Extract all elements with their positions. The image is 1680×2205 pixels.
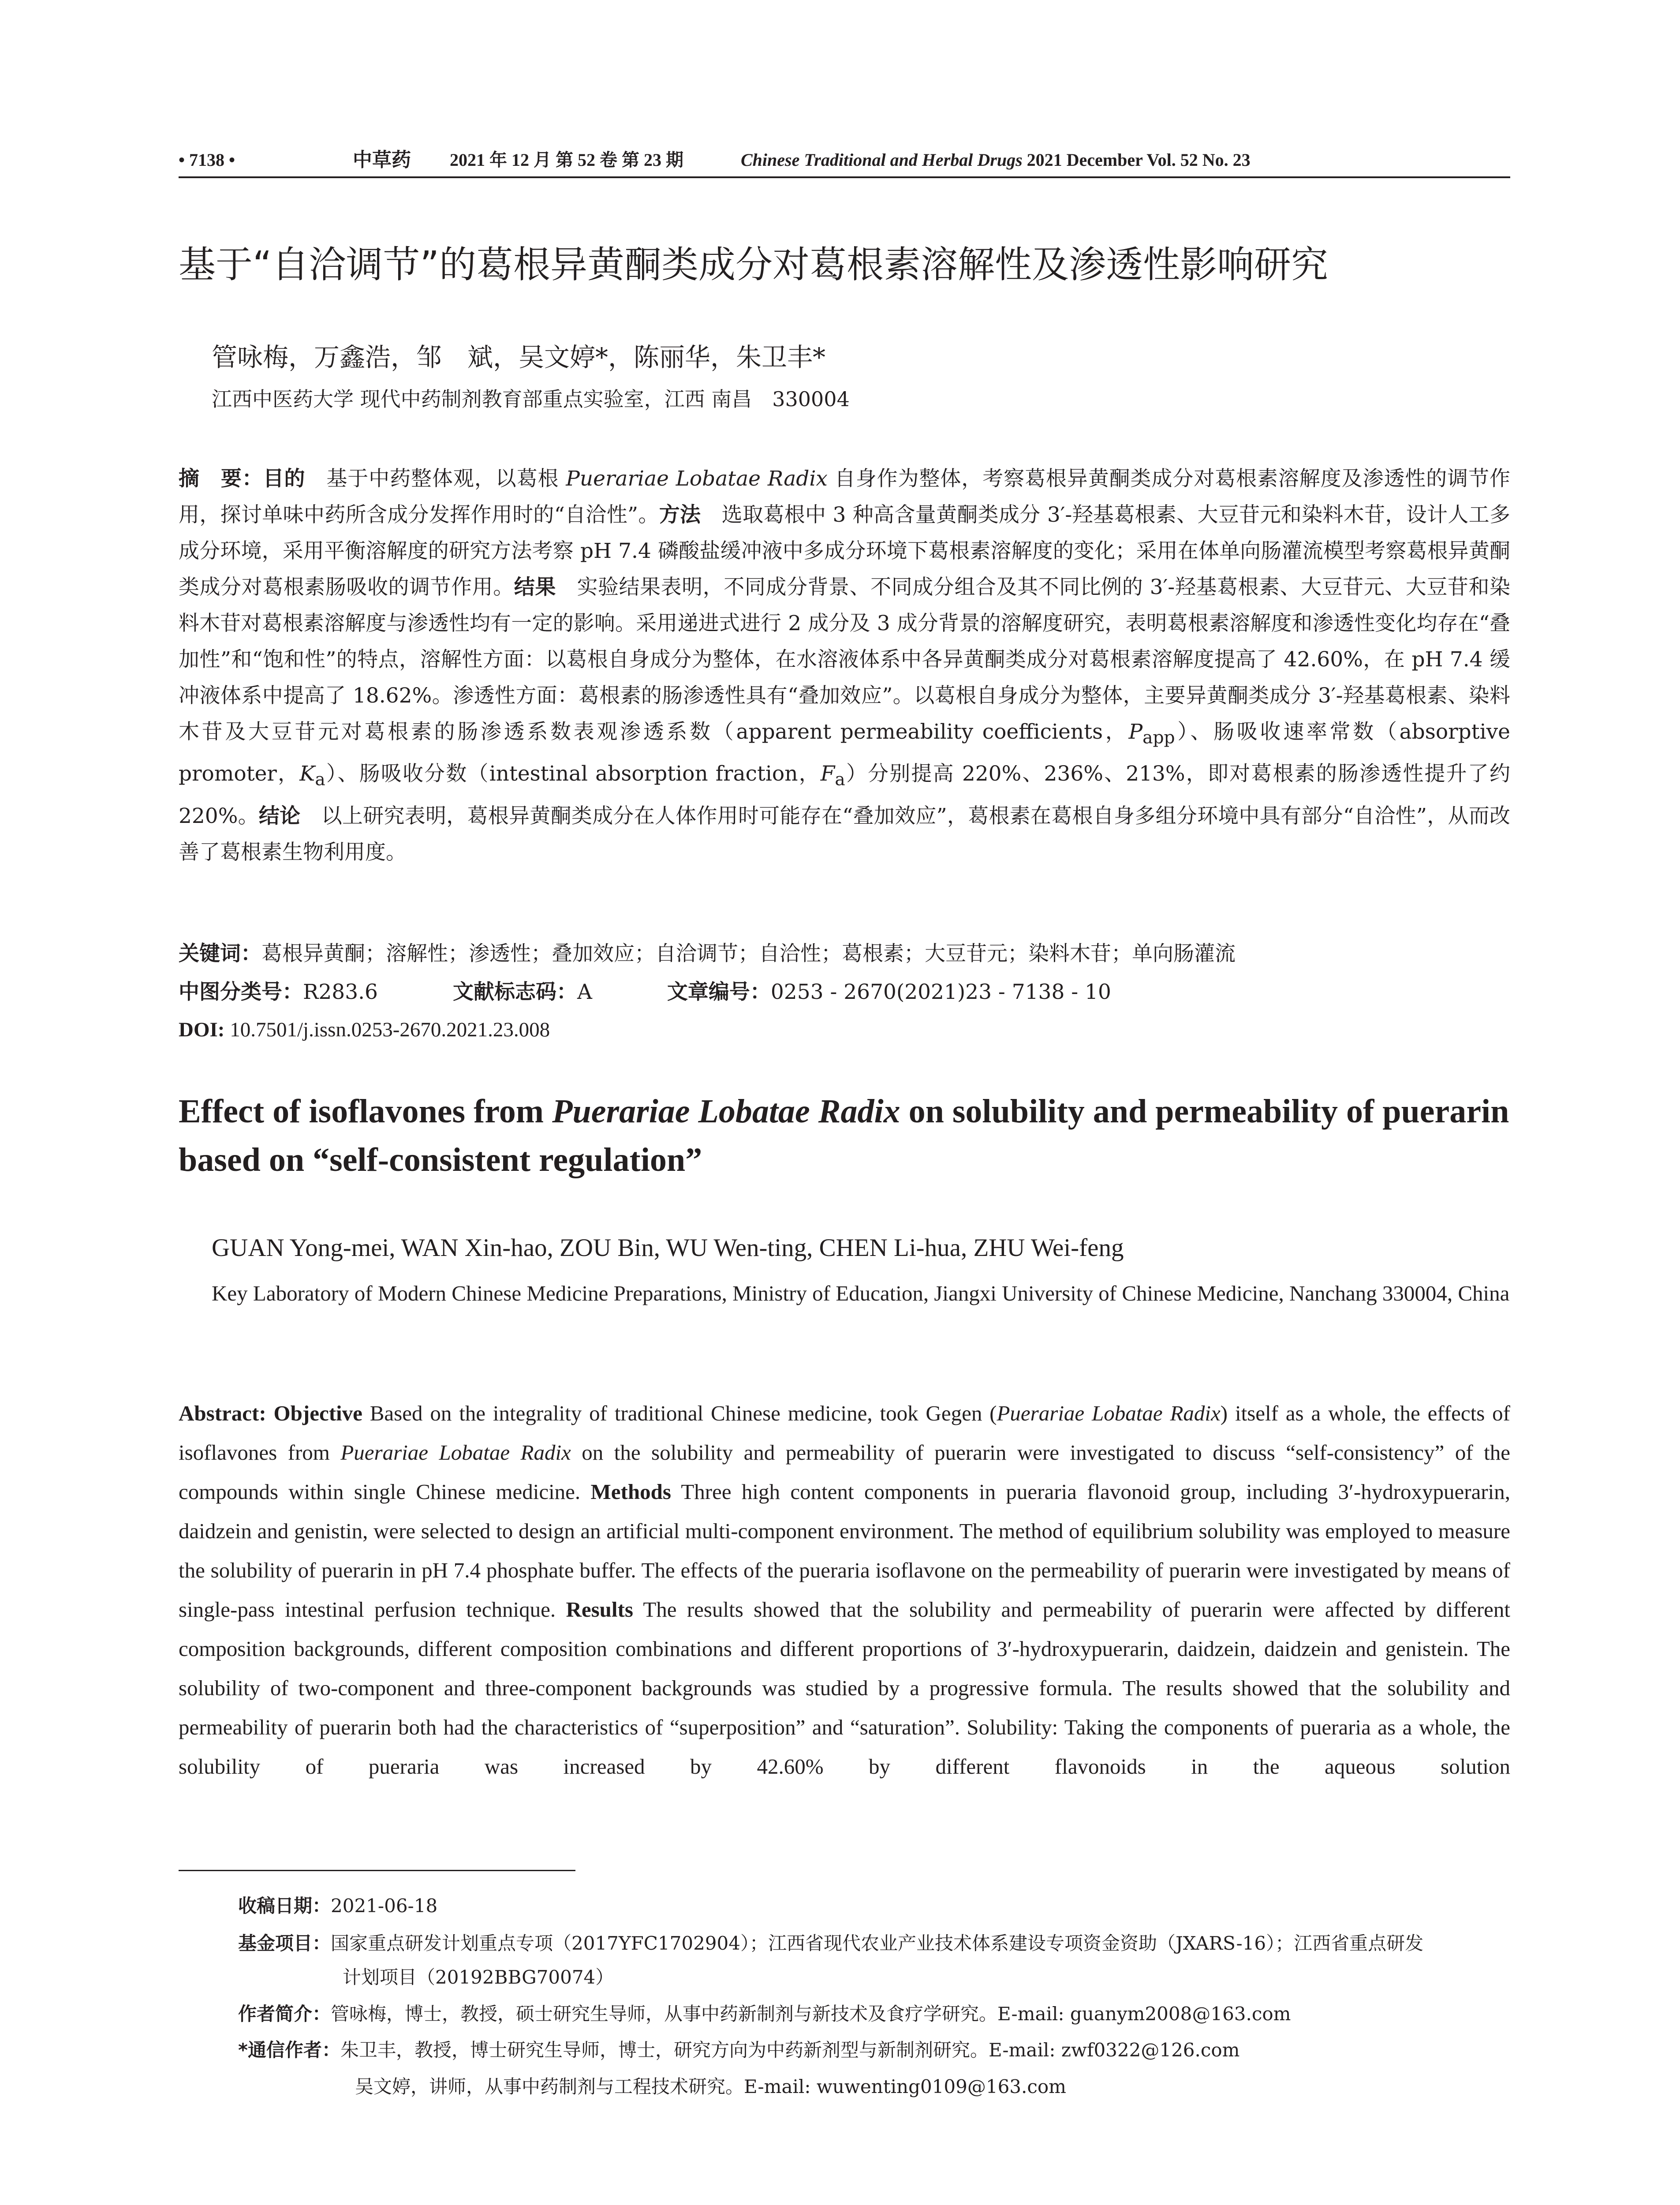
clc-number: R283.6: [303, 980, 378, 1004]
fa-subscript: a: [835, 770, 845, 790]
abstract-label-en: Abstract: Objective: [179, 1401, 362, 1425]
latin-name-en-1: Puerariae Lobatae Radix: [997, 1401, 1221, 1425]
title-en-part1: Effect of isoflavones from: [179, 1093, 553, 1130]
journal-name-en: Chinese Traditional and Herbal Drugs: [741, 150, 1023, 170]
received-label: 收稿日期：: [238, 1895, 331, 1917]
keywords-label: 关键词：: [179, 942, 261, 966]
corresponding-label: *通信作者：: [238, 2039, 340, 2061]
issue-info-en: 2021 December Vol. 52 No. 23: [1027, 150, 1251, 170]
article-no-label: 文章编号：: [667, 980, 771, 1004]
ka-symbol: K: [299, 762, 315, 786]
bio-text: 管咏梅，博士，教授，硕士研究生导师，从事中药新制剂与新技术及食疗学研究。E-mail: guanym2008@163.com: [331, 2003, 1291, 2025]
footnote-fund-cont: 计划项目（20192BBG70074）: [343, 1966, 614, 1988]
objective-text-en-3: on the solubility and permeability of puerarin were investigated to discuss “self-consistency” of the compounds within single Chinese medicine.: [179, 1440, 1510, 1504]
doi: 10.7501/j.issn.0253-2670.2021.23.008: [224, 1018, 550, 1041]
fund-text: 国家重点研发计划重点专项（2017YFC1702904）；江西省现代农业产业技术体系建设专项资金资助（JXARS-16）；江西省重点研发: [331, 1932, 1424, 1954]
objective-text-en: Based on the integrality of traditional Chinese medicine, took Gegen (: [362, 1401, 997, 1425]
affiliation-cn: 江西中医药大学 现代中药制剂教育部重点实验室，江西 南昌 330004: [212, 387, 850, 411]
results-text-cn-2: ）、肠吸收速率常数（absorptive promoter，: [179, 720, 1510, 786]
results-text-cn-3: ）、肠吸收分数（intestinal absorption fraction，: [325, 762, 821, 786]
title-cn: 基于“自洽调节”的葛根异黄酮类成分对葛根素溶解性及渗透性影响研究: [179, 243, 1329, 286]
doi-label: DOI:: [179, 1018, 225, 1041]
papp-subscript: app: [1142, 728, 1175, 748]
objective-label-cn: 目的: [263, 467, 306, 491]
corresponding-author-2: 吴文婷，讲师，从事中药制剂与工程技术研究。E-mail: wuwenting0109@163.com: [355, 2076, 1067, 2097]
methods-text-en: Three high content components in pueraria flavonoid group, including 3′-hydroxypuerarin, daidzein and genistin, were selected to design an artificial multi-component environment. The method of equilibrium solubility was employed to measure the solubility of puerarin in pH 7.4 phosphate buffer. The effects of the pueraria isoflavone on the permeability of puerarin were investigated by means of single-pass intestinal perfusion technique.: [179, 1480, 1511, 1622]
results-text-en: The results showed that the solubility and permeability of puerarin were affected by different composition backgrounds, different composition combinations and different proportions of 3′-hydroxypuerarin, daidzein, daidzein and genistein. The solubility of two-component and three-component backgrounds was studied by a progressive formula. The results showed that the solubility and permeability of puerarin both had the characteristics of “superposition” and “saturation”. Solubility: Taking the components of pueraria as a whole, the solubility of pueraria was increased by 42.60% by different flavonoids in the aqueous solution: [179, 1597, 1510, 1779]
doccode: A: [577, 980, 592, 1004]
methods-label-en: Methods: [590, 1480, 671, 1504]
ka-subscript: a: [315, 770, 325, 790]
journal-info-en: [741, 148, 1251, 172]
journal-name-cn: 中草药: [353, 149, 411, 171]
fa-symbol: F: [820, 762, 835, 786]
title-en-part2: on solubility and permeability of puerarin based on “self-consistent regulation”: [179, 1093, 1509, 1178]
results-text-cn-4: ）分别提高 220%、236%、213%，即对葛根素的肠渗透性提升了约 220%。: [179, 762, 1511, 828]
authors-cn: 管咏梅，万鑫浩，邹 斌，吴文婷*，陈丽华，朱卫丰*: [212, 342, 826, 372]
fund-label: 基金项目：: [238, 1932, 331, 1954]
footnote-corresponding: [238, 2036, 1510, 2064]
received-date: 2021-06-18: [331, 1895, 438, 1917]
article-number: 0253 - 2670(2021)23 - 7138 - 10: [770, 980, 1111, 1004]
conclusion-label-cn: 结论: [258, 804, 301, 828]
title-en-latin: Puerariae Lobatae Radix: [552, 1093, 900, 1130]
keywords: 葛根异黄酮；溶解性；渗透性；叠加效应；自洽调节；自洽性；葛根素；大豆苷元；染料木苷；单向肠灌流: [261, 942, 1236, 966]
classification-line: [179, 977, 1111, 1008]
footnote-received: [238, 1892, 1510, 1920]
methods-text-cn: 选取葛根中 3 种高含量黄酮类成分 3′-羟基葛根素、大豆苷元和染料木苷，设计人工多成分环境，采用平衡溶解度的研究方法考察 pH 7.4 磷酸盐缓冲液中多成分环境下葛根素溶解度的变化；采用在体单向肠灌流模型考察葛根异黄酮类成分对葛根素肠吸收的调节作用。: [179, 503, 1510, 599]
methods-label-cn: 方法: [659, 503, 701, 527]
footnote-bio: [238, 2000, 1510, 2028]
results-label-cn: 结果: [514, 575, 556, 599]
papp-symbol: P: [1128, 720, 1143, 744]
objective-text-cn-2: 自身作为整体，考察葛根异黄酮类成分对葛根素溶解度及渗透性的调节作用，探讨单味中药所含成分发挥作用时的“自洽性”。: [179, 467, 1510, 527]
doccode-label: 文献标志码：: [452, 980, 577, 1004]
running-head: [179, 148, 1510, 172]
affiliation-en: Key Laboratory of Modern Chinese Medicine Preparations, Ministry of Education, Jiangxi University of Chinese Medicine, Nanchang 330004, China: [212, 1281, 1510, 1305]
abstract-label-cn: 摘 要：: [179, 467, 263, 491]
title-en: [179, 1087, 1510, 1184]
issue-info-cn: 2021 年 12 月 第 52 卷 第 23 期: [450, 150, 683, 170]
header-rule: [179, 176, 1510, 178]
latin-name: Puerariae Lobatae Radix: [566, 467, 828, 491]
corresponding-author-1: 朱卫丰，教授，博士研究生导师，博士，研究方向为中药新剂型与新制剂研究。E-mail: zwf0322@126.com: [340, 2039, 1240, 2061]
footnote-rule: [179, 1870, 575, 1871]
authors-en: GUAN Yong-mei, WAN Xin-hao, ZOU Bin, WU Wen-ting, CHEN Li-hua, ZHU Wei-feng: [212, 1234, 1124, 1262]
abstract-en: [179, 1394, 1510, 1786]
objective-text-cn: 基于中药整体观，以葛根: [305, 467, 566, 491]
abstract-cn: [179, 461, 1510, 871]
results-label-en: Results: [566, 1597, 633, 1622]
objective-text-en-2: ) itself as a whole, the effects of isoflavones from: [179, 1401, 1510, 1465]
conclusion-text-cn: 以上研究表明，葛根异黄酮类成分在人体作用时可能存在“叠加效应”，葛根素在葛根自身多组分环境中具有部分“自洽性”，从而改善了葛根素生物利用度。: [179, 804, 1511, 864]
doi-line: [179, 1014, 550, 1045]
latin-name-en-2: Puerariae Lobatae Radix: [340, 1440, 571, 1465]
clc-label: 中图分类号：: [179, 980, 303, 1004]
results-text-cn: 实验结果表明，不同成分背景、不同成分组合及其不同比例的 3′-羟基葛根素、大豆苷元、大豆苷和染料木苷对葛根素溶解度与渗透性均有一定的影响。采用递进式进行 2 成分及 3 成分背景的溶解度研究，表明葛根素溶解度和渗透性变化均存在“叠加性”和“饱和性”的特点，溶解性方面：以葛根自身成分为整体，在水溶液体系中各异黄酮类成分对葛根素溶解度提高了 42.60%，在 pH 7.4 缓冲液体系中提高了 18.62%。渗透性方面：葛根素的肠渗透性具有“叠加效应”。以葛根自身成分为整体，主要异黄酮类成分 3′-羟基葛根素、染料木苷及大豆苷元对葛根素的肠渗透系数表观渗透系数（apparent permeability coefficients，: [179, 575, 1511, 744]
bio-label: 作者简介：: [238, 2003, 331, 2025]
footnote-fund: [238, 1929, 1510, 1958]
keywords-line: [179, 938, 1236, 969]
page-number: • 7138 •: [179, 150, 235, 170]
